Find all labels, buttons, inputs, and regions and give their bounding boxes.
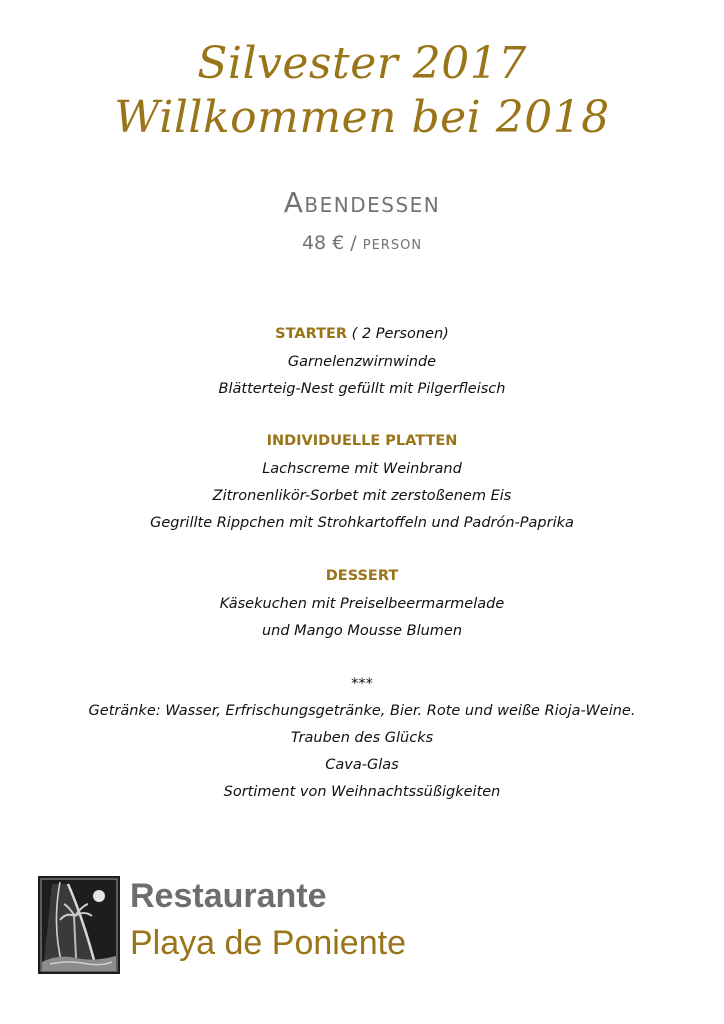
- sailboat-palm-icon: [38, 876, 120, 974]
- starter-heading: [0, 326, 724, 342]
- price-unit: person: [362, 232, 423, 254]
- restaurant-logo: [38, 876, 120, 974]
- dessert-heading: DESSERT: [325, 568, 399, 584]
- extras-item: Sortiment von Weihnachtssüßigkeiten: [223, 784, 501, 800]
- extras-item: Getränke: Wasser, Erfrischungsgetränke, Bier. Rote und weiße Rioja-Weine.: [88, 703, 636, 719]
- individual-heading: INDIVIDUELLE PLATTEN: [266, 433, 458, 449]
- starter-heading-label: STARTER: [275, 326, 348, 342]
- extras-item: Trauben des Glücks: [290, 730, 434, 746]
- restaurant-location: Playa de Poniente: [130, 924, 406, 962]
- separator: ***: [351, 676, 373, 692]
- individual-item: Gegrillte Rippchen mit Strohkartoffeln und Padrón-Paprika: [150, 515, 574, 531]
- title-line-2: Willkommen bei 2018: [114, 92, 610, 143]
- restaurant-name: Restaurante: [130, 877, 327, 915]
- starter-item: Garnelenzwirnwinde: [287, 354, 437, 370]
- extras-item: Cava-Glas: [325, 757, 399, 773]
- price-value: 48 € /: [301, 232, 357, 254]
- starter-note: ( 2 Personen): [347, 326, 449, 342]
- title-line-1: Silvester 2017: [197, 38, 527, 89]
- price-line: [0, 232, 724, 254]
- starter-item: Blätterteig-Nest gefüllt mit Pilgerfleisch: [218, 381, 506, 397]
- individual-item: Zitronenlikör-Sorbet mit zerstoßenem Eis: [212, 488, 512, 504]
- dessert-item: Käsekuchen mit Preiselbeermarmelade: [219, 596, 505, 612]
- menu-subtitle: Abendessen: [283, 186, 441, 219]
- individual-item: Lachscreme mit Weinbrand: [262, 461, 462, 477]
- dessert-item: und Mango Mousse Blumen: [261, 623, 463, 639]
